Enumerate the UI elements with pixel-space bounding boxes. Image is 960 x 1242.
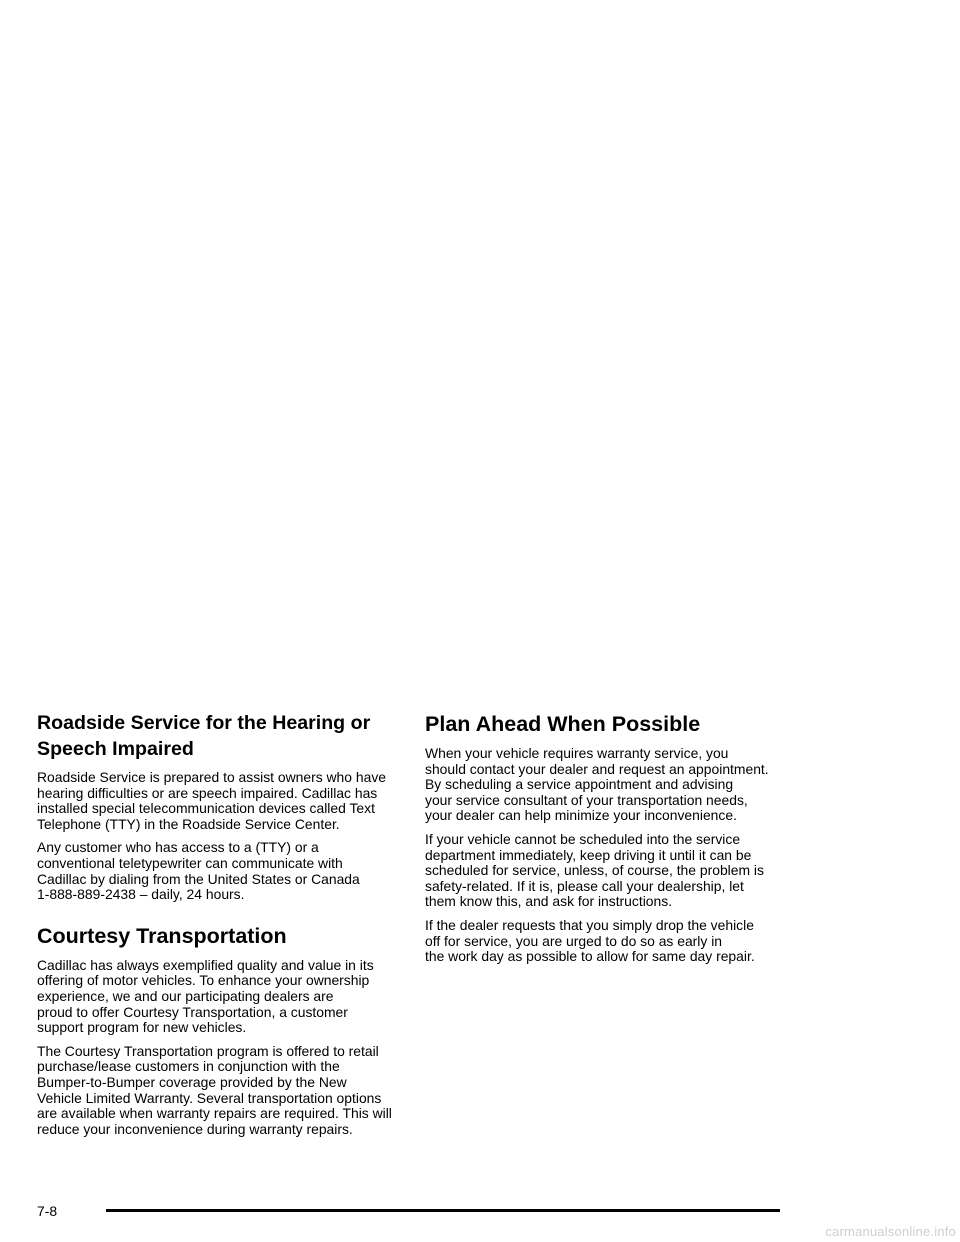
text-line: Bumper-to-Bumper coverage provided by the New: [37, 1073, 347, 1090]
right-column: [425, 710, 797, 965]
text-line: By scheduling a service appointment and advising: [425, 776, 734, 793]
text-line: purchase/lease customers in conjunction with the: [37, 1058, 340, 1075]
heading-line-2: Speech Impaired: [37, 738, 194, 760]
text-line: hearing difficulties or are speech impaired. Cadillac has: [37, 784, 378, 801]
paragraph-cannot-schedule: [425, 832, 797, 910]
text-line: your dealer can help minimize your inconvenience.: [425, 807, 737, 824]
text-line: Vehicle Limited Warranty. Several transportation options: [37, 1089, 382, 1106]
heading-roadside-service: [37, 710, 405, 762]
text-line: Cadillac by dialing from the United States or Canada: [37, 870, 360, 887]
text-line: When your vehicle requires warranty service, you: [425, 745, 729, 761]
text-line: Cadillac has always exemplified quality and value in its: [37, 956, 374, 973]
paragraph-courtesy-program: [37, 1044, 405, 1138]
watermark: carmanualsonline.info: [825, 1224, 956, 1239]
text-line: Any customer who has access to a (TTY) or a: [37, 839, 319, 856]
text-line: The Courtesy Transportation program is offered to retail: [37, 1042, 379, 1059]
heading-plan-ahead: Plan Ahead When Possible: [425, 712, 701, 736]
paragraph-plan-ahead-intro: [425, 746, 797, 824]
text-line: If the dealer requests that you simply drop the vehicle: [425, 916, 754, 933]
text-line: safety-related. If it is, please call your dealership, let: [425, 877, 744, 894]
left-column: [37, 710, 405, 1137]
text-line: conventional teletypewriter can communicate with: [37, 854, 343, 871]
text-line: Roadside Service is prepared to assist owners who have: [37, 769, 386, 785]
text-line: 1-888-889-2438 – daily, 24 hours.: [37, 886, 245, 903]
text-line: reduce your inconvenience during warranty repairs.: [37, 1120, 353, 1137]
text-line: them know this, and ask for instructions.: [425, 893, 673, 910]
text-line: department immediately, keep driving it until it can be: [425, 846, 752, 863]
footer-rule: [106, 1209, 780, 1212]
page-number: 7-8: [37, 1203, 58, 1219]
text-line: Telephone (TTY) in the Roadside Service Center.: [37, 815, 340, 832]
text-line: your service consultant of your transportation needs,: [425, 791, 748, 808]
paragraph-courtesy-intro: [37, 958, 405, 1036]
paragraph-drop-off: [425, 918, 797, 965]
text-line: installed special telecommunication devices called Text: [37, 800, 375, 817]
text-line: are available when warranty repairs are required. This will: [37, 1105, 392, 1122]
heading-courtesy-transportation: Courtesy Transportation: [37, 923, 287, 948]
paragraph-roadside-intro: [37, 770, 405, 832]
heading-line-1: Roadside Service for the Hearing or: [37, 712, 371, 734]
text-line: experience, we and our participating dealers are: [37, 987, 334, 1004]
paragraph-tty-dialing: [37, 840, 405, 902]
text-line: proud to offer Courtesy Transportation, a customer: [37, 1003, 348, 1020]
text-line: the work day as possible to allow for same day repair.: [425, 948, 755, 965]
text-line: support program for new vehicles.: [37, 1019, 247, 1036]
text-line: offering of motor vehicles. To enhance your ownership: [37, 972, 370, 989]
text-line: If your vehicle cannot be scheduled into the service: [425, 830, 741, 847]
text-line: scheduled for service, unless, of course, the problem is: [425, 862, 764, 879]
text-line: should contact your dealer and request an appointment.: [425, 760, 769, 777]
text-line: off for service, you are urged to do so as early in: [425, 932, 723, 949]
